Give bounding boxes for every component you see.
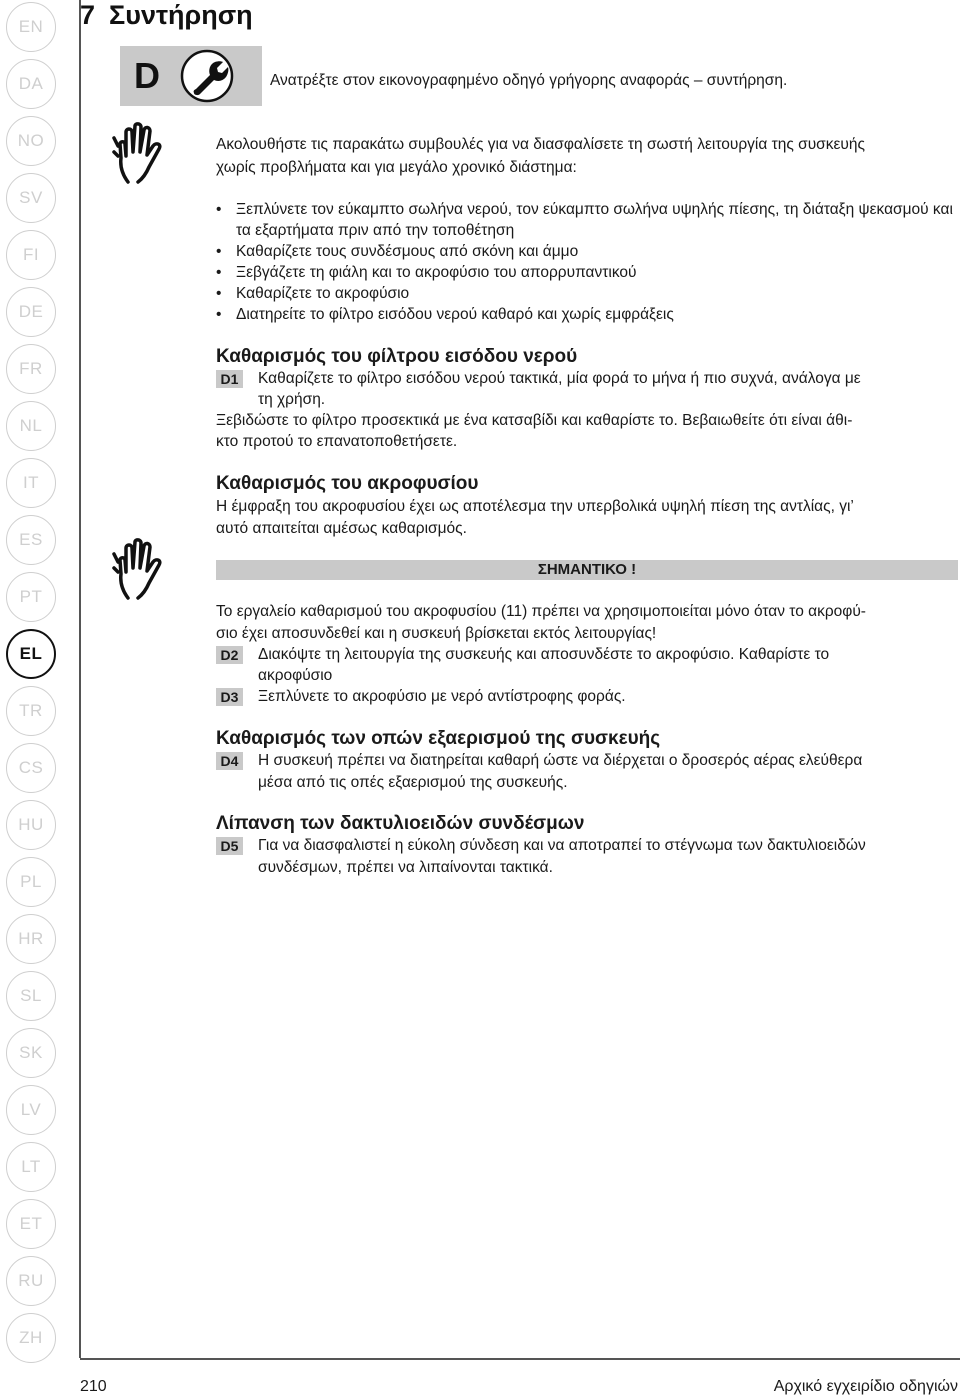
d1-line-1: Καθαρίζετε το φίλτρο εισόδου νερού τακτικά, μία φορά το μήνα ή πιο συχνά, ανάλογα με [258,370,861,387]
lang-tab-fi[interactable]: FI [6,230,56,280]
step-label-d1: D1 [216,370,243,388]
step-label-d3: D3 [216,688,243,706]
lang-tab-sl[interactable]: SL [6,971,56,1021]
hand-icon [112,122,170,188]
list-item: • Ξεπλύνετε τον εύκαμπτο σωλήνα νερού, τον εύκαμπτο σωλήνα υψηλής πίεσης, τη διάταξη ψεκασμού και τα εξαρτήματα πριν από την τοποθέτηση [216,199,956,241]
d4-line-1: Η συσκευή πρέπει να διατηρείται καθαρή ώστε να διέρχεται ο δροσερός αέρας ελεύθερα [258,752,863,769]
footer-divider [80,1358,960,1360]
lang-tab-sk[interactable]: SK [6,1028,56,1078]
lang-tab-it[interactable]: IT [6,458,56,508]
list-item: • Διατηρείτε το φίλτρο εισόδου νερού καθαρό και χωρίς εμφράξεις [216,304,956,325]
maintenance-tips-list [216,199,956,325]
lang-tab-el[interactable]: EL [6,629,56,679]
nozzle-section-heading: Καθαρισμός του ακροφυσίου [216,473,479,494]
lang-tab-en[interactable]: EN [6,2,56,52]
vent-section-heading: Καθαρισμός των οπών εξαερισμού της συσκευής [216,728,661,749]
lang-tab-es[interactable]: ES [6,515,56,565]
d4-line-2: μέσα από τις οπές εξαερισμού της συσκευής. [258,774,568,791]
list-item: • Καθαρίζετε τους συνδέσμους από σκόνη και άμμο [216,241,956,262]
lube-section-heading: Λίπανση των δακτυλιοειδών συνδέσμων [216,813,585,834]
d1-line-2: τη χρήση. [258,391,326,408]
d5-line-2: συνδέσμων, πρέπει να λιπαίνονται τακτικά. [258,859,553,876]
list-item: • Καθαρίζετε το ακροφύσιο [216,283,956,304]
d3-line: Ξεπλύνετε το ακροφύσιο με νερό αντίστροφης φοράς. [258,688,626,705]
sidebar-divider [79,0,81,1358]
chapter-title [80,0,253,30]
filter-para-line-1: Ξεβιδώστε το φίλτρο προσεκτικά με ένα κατσαβίδι και καθαρίστε το. Βεβαιωθείτε ότι είναι άθι- [216,412,853,429]
lang-tab-lv[interactable]: LV [6,1085,56,1135]
chapter-title-text: Συντήρηση [109,0,253,30]
list-item: • Ξεβγάζετε τη φιάλη και το ακροφύσιο του απορρυπαντικού [216,262,956,283]
step-label-d5: D5 [216,837,243,855]
lang-tab-no[interactable]: NO [6,116,56,166]
lang-tab-et[interactable]: ET [6,1199,56,1249]
filter-section-heading: Καθαρισμός του φίλτρου εισόδου νερού [216,346,578,367]
nozzle-para-line-2: αυτό απαιτείται αμέσως καθαρισμός. [216,520,467,537]
hand-icon [112,538,170,604]
intro-line-2: χωρίς προβλήματα και για μεγάλο χρονικό διάστημα: [216,159,577,176]
nozzle-para-line-1: Η έμφραξη του ακροφυσίου έχει ως αποτέλεσμα την υπερβολικά υψηλή πίεση της αντλίας, γι’ [216,498,854,515]
reference-text: Ανατρέξτε στον εικονογραφημένο οδηγό γρήγορης αναφοράς – συντήρηση. [270,72,788,89]
filter-para-line-2: κτο προτού το επανατοποθετήσετε. [216,433,458,450]
wrench-icon [180,49,234,103]
lang-tab-fr[interactable]: FR [6,344,56,394]
page-number: 210 [80,1378,107,1395]
quick-reference-box [120,46,262,106]
step-label-d2: D2 [216,646,243,664]
lang-tab-hu[interactable]: HU [6,800,56,850]
important-line-2: σιο έχει αποσυνδεθεί και η συσκευή βρίσκεται εκτός λειτουργίας! [216,625,657,642]
lang-tab-hr[interactable]: HR [6,914,56,964]
lang-tab-zh[interactable]: ZH [6,1313,56,1363]
lang-tab-nl[interactable]: NL [6,401,56,451]
important-line-1: Το εργαλείο καθαρισμού του ακροφυσίου (11) πρέπει να χρησιμοποιείται μόνο όταν το ακροφύ- [216,603,866,620]
lang-tab-cs[interactable]: CS [6,743,56,793]
chapter-number: 7 [80,0,96,30]
document-title: Αρχικό εγχειρίδιο οδηγιών [773,1378,958,1395]
important-notice-bar: ΣΗΜΑΝΤΙΚΟ ! [216,560,958,580]
d5-line-1: Για να διασφαλιστεί η εύκολη σύνδεση και να αποτραπεί το στέγνωμα των δακτυλιοειδών [258,837,866,854]
d2-line-2: ακροφύσιο [258,667,333,684]
lang-tab-pl[interactable]: PL [6,857,56,907]
d2-line-1: Διακόψτε τη λειτουργία της συσκευής και αποσυνδέστε το ακροφύσιο. Καθαρίστε το [258,646,830,663]
intro-line-1: Ακολουθήστε τις παρακάτω συμβουλές για να διασφαλίσετε τη σωστή λειτουργία της συσκευής [216,136,865,153]
lang-tab-ru[interactable]: RU [6,1256,56,1306]
lang-tab-lt[interactable]: LT [6,1142,56,1192]
lang-tab-pt[interactable]: PT [6,572,56,622]
lang-tab-de[interactable]: DE [6,287,56,337]
step-label-d4: D4 [216,752,243,770]
lang-tab-tr[interactable]: TR [6,686,56,736]
lang-tab-da[interactable]: DA [6,59,56,109]
reference-letter: D [134,55,160,96]
lang-tab-sv[interactable]: SV [6,173,56,223]
